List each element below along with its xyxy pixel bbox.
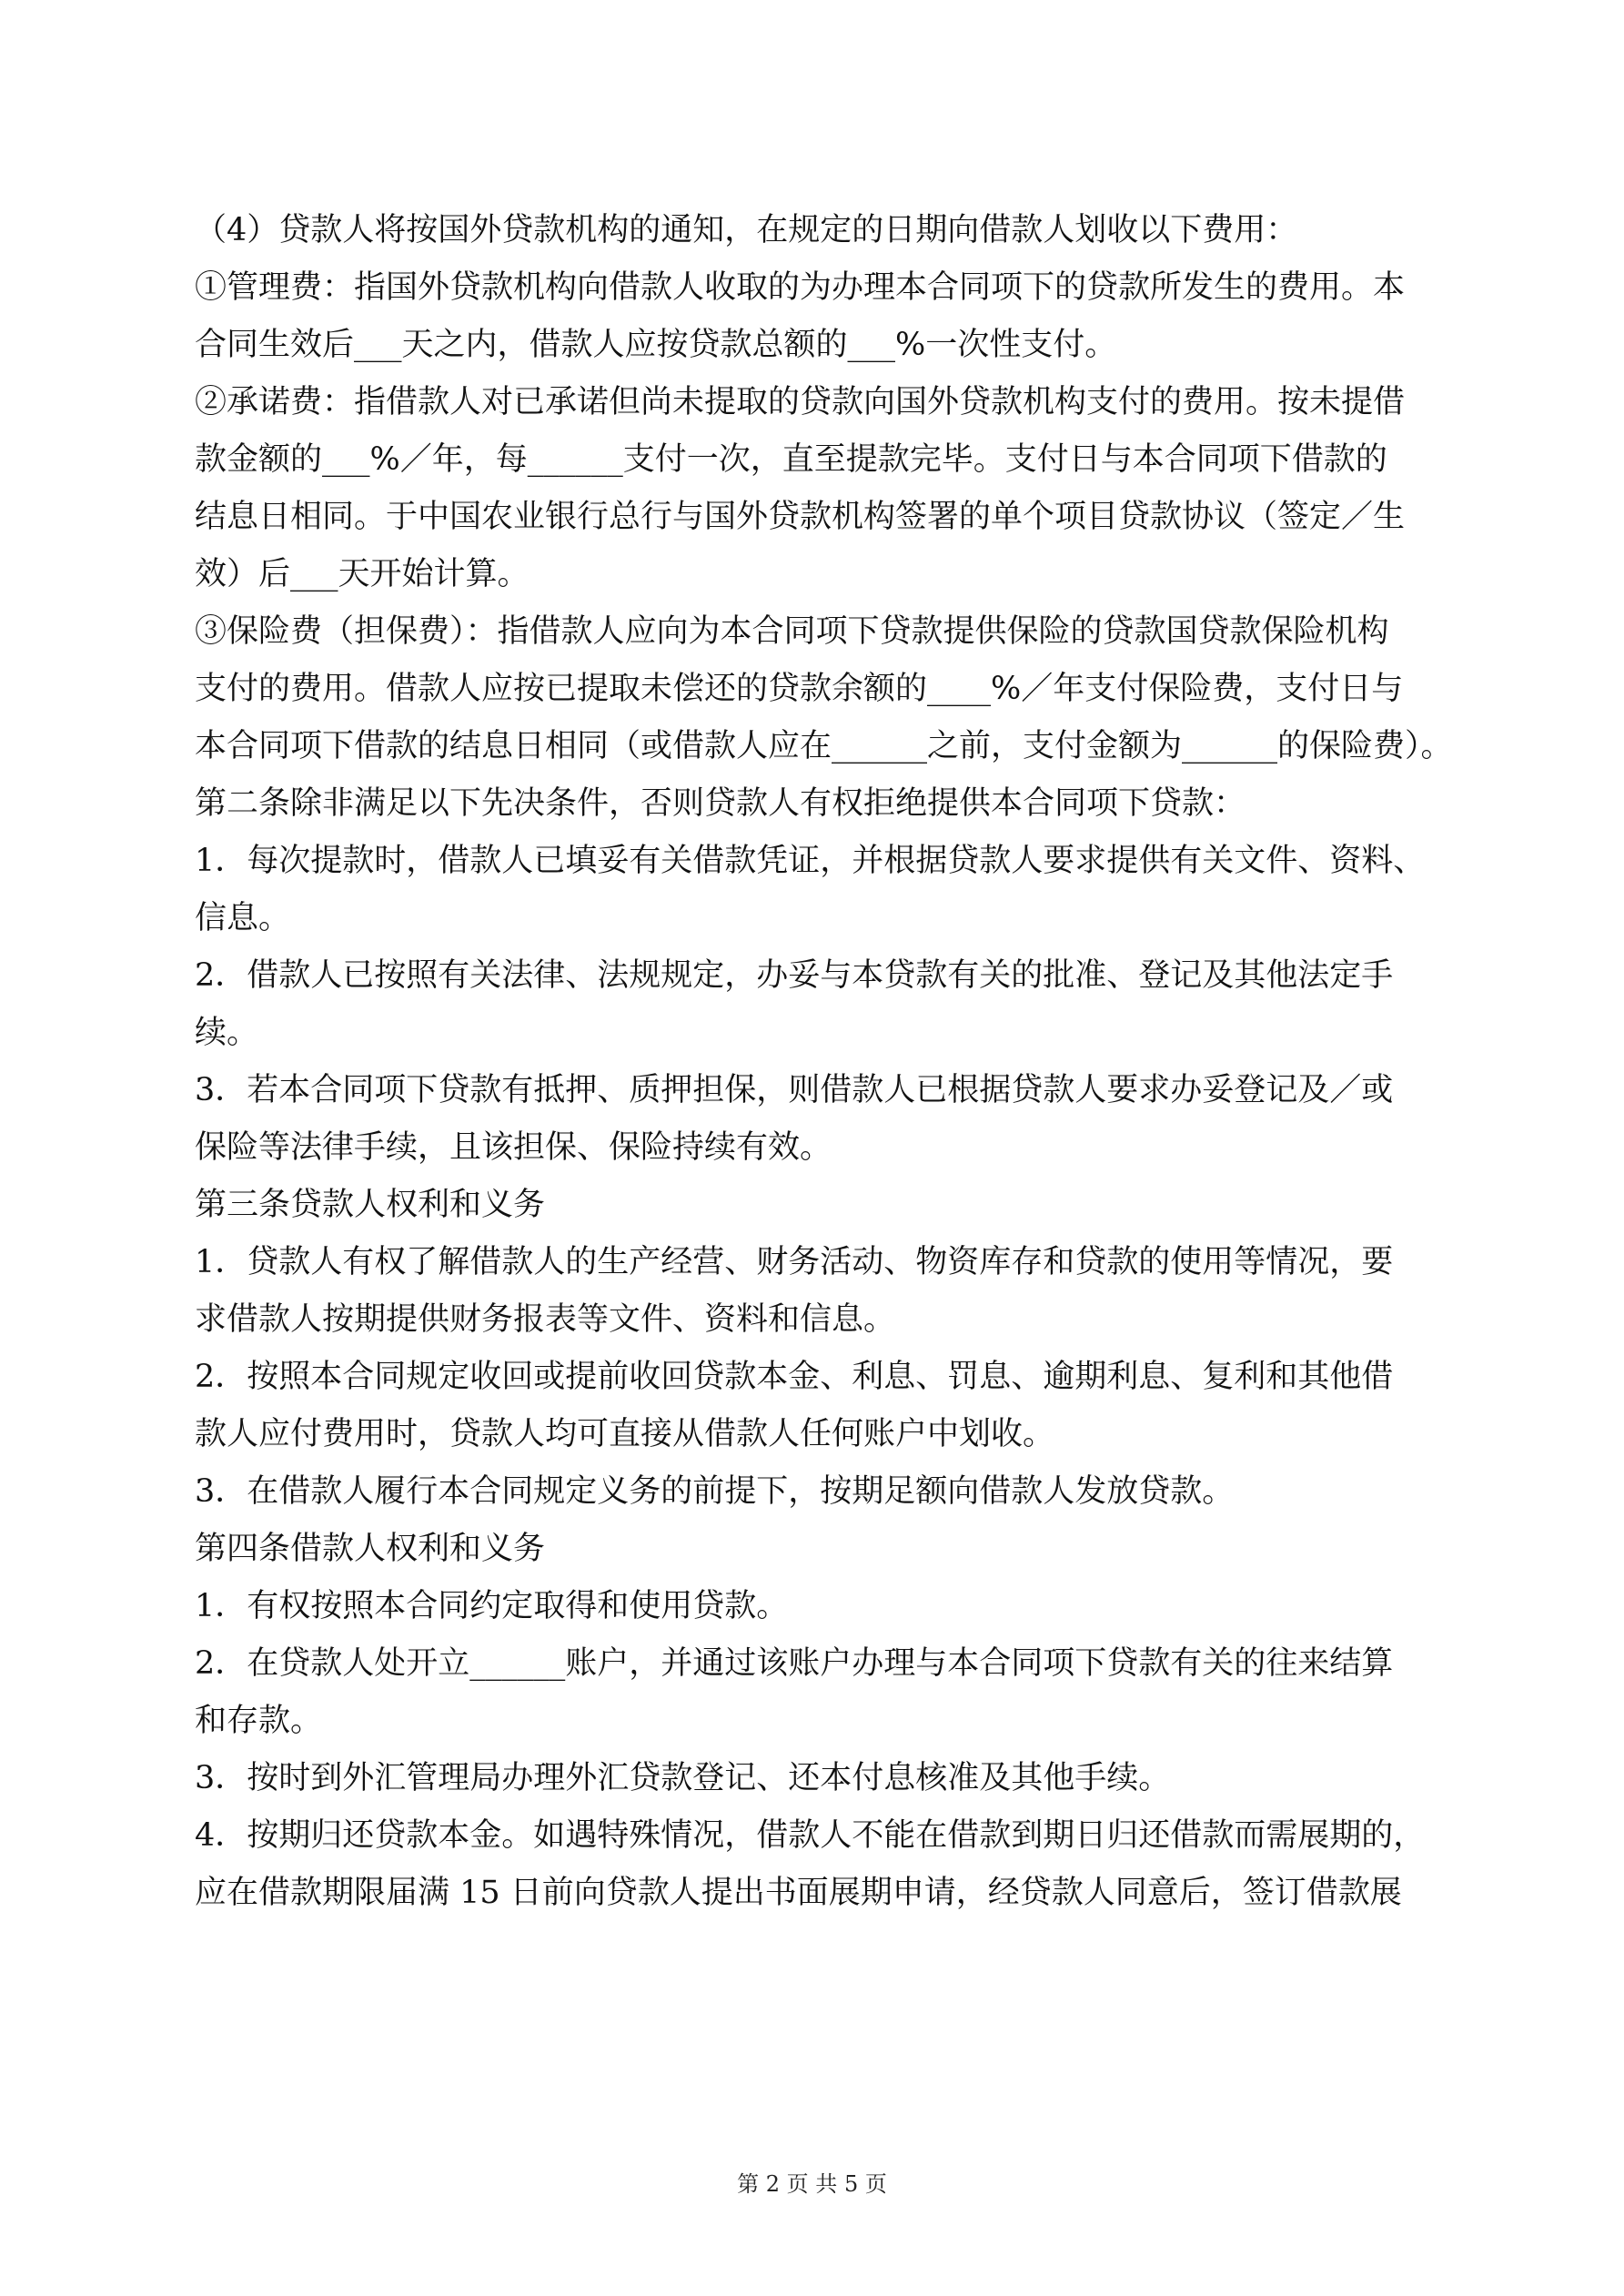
text-line: 和存款。 — [195, 1703, 323, 1739]
text-line: 1．每次提款时，借款人已填妥有关借款凭证，并根据贷款人要求提供有关文件、资料、 — [195, 843, 1426, 879]
text-line: 保险等法律手续，且该担保、保险持续有效。 — [195, 1129, 832, 1166]
text-line: ①管理费：指国外贷款机构向借款人收取的为办理本合同项下的贷款所发生的费用。本 — [195, 269, 1406, 306]
text-line: 应在借款期限届满 15 日前向贷款人提出书面展期申请，经贷款人同意后，签订借款展 — [195, 1875, 1402, 1911]
text-line: 2．在贷款人处开立______账户，并通过该账户办理与本合同项下贷款有关的往来结算 — [195, 1645, 1394, 1682]
text-line: ③保险费（担保费）：指借款人应向为本合同项下贷款提供保险的贷款国贷款保险机构 — [195, 613, 1389, 650]
text-line: 3．若本合同项下贷款有抵押、质押担保，则借款人已根据贷款人要求办妥登记及／或 — [195, 1072, 1394, 1108]
text-line: 效）后___天开始计算。 — [195, 556, 530, 592]
text-line: （4）贷款人将按国外贷款机构的通知，在规定的日期向借款人划收以下费用： — [195, 212, 1298, 248]
section-heading: 第四条借款人权利和义务 — [195, 1531, 546, 1567]
text-line: 支付的费用。借款人应按已提取未偿还的贷款余额的____%／年支付保险费，支付日与 — [195, 671, 1404, 707]
section-heading: 第三条贷款人权利和义务 — [195, 1187, 546, 1223]
text-line: 信息。 — [195, 900, 291, 936]
text-line: 款人应付费用时，贷款人均可直接从借款人任何账户中划收。 — [195, 1416, 1055, 1452]
text-line: 结息日相同。于中国农业银行总行与国外贷款机构签署的单个项目贷款协议（签定／生 — [195, 499, 1406, 535]
text-line: 4．按期归还贷款本金。如遇特殊情况，借款人不能在借款到期日归还借款而需展期的， — [195, 1817, 1426, 1854]
text-line: 3．按时到外汇管理局办理外汇贷款登记、还本付息核准及其他手续。 — [195, 1760, 1171, 1796]
text-line: 2．借款人已按照有关法律、法规规定，办妥与本贷款有关的批准、登记及其他法定手 — [195, 957, 1394, 994]
text-line: 2．按照本合同规定收回或提前收回贷款本金、利息、罚息、逾期利息、复利和其他借 — [195, 1359, 1394, 1395]
text-line: 续。 — [195, 1015, 259, 1051]
text-line: 3．在借款人履行本合同规定义务的前提下，按期足额向借款人发放贷款。 — [195, 1473, 1235, 1510]
text-line: 求借款人按期提供财务报表等文件、资料和信息。 — [195, 1301, 896, 1338]
text-line: ②承诺费：指借款人对已承诺但尚未提取的贷款向国外贷款机构支付的费用。按未提借 — [195, 384, 1406, 420]
text-line: 本合同项下借款的结息日相同（或借款人应在______之前，支付金额为______的保险费）。 — [195, 728, 1453, 764]
text-line: 1．贷款人有权了解借款人的生产经营、财务活动、物资库存和贷款的使用等情况，要 — [195, 1244, 1394, 1280]
page-number-footer: 第 2 页 共 5 页 — [737, 2171, 887, 2197]
text-line: 1．有权按照本合同约定取得和使用贷款。 — [195, 1588, 789, 1624]
text-line: 合同生效后___天之内，借款人应按贷款总额的___%一次性支付。 — [195, 327, 1117, 363]
text-line: 款金额的___%／年，每______支付一次，直至提款完毕。支付日与本合同项下借款的 — [195, 441, 1387, 478]
document-body — [195, 202, 1453, 1922]
section-heading: 第二条除非满足以下先决条件，否则贷款人有权拒绝提供本合同项下贷款： — [195, 785, 1246, 822]
